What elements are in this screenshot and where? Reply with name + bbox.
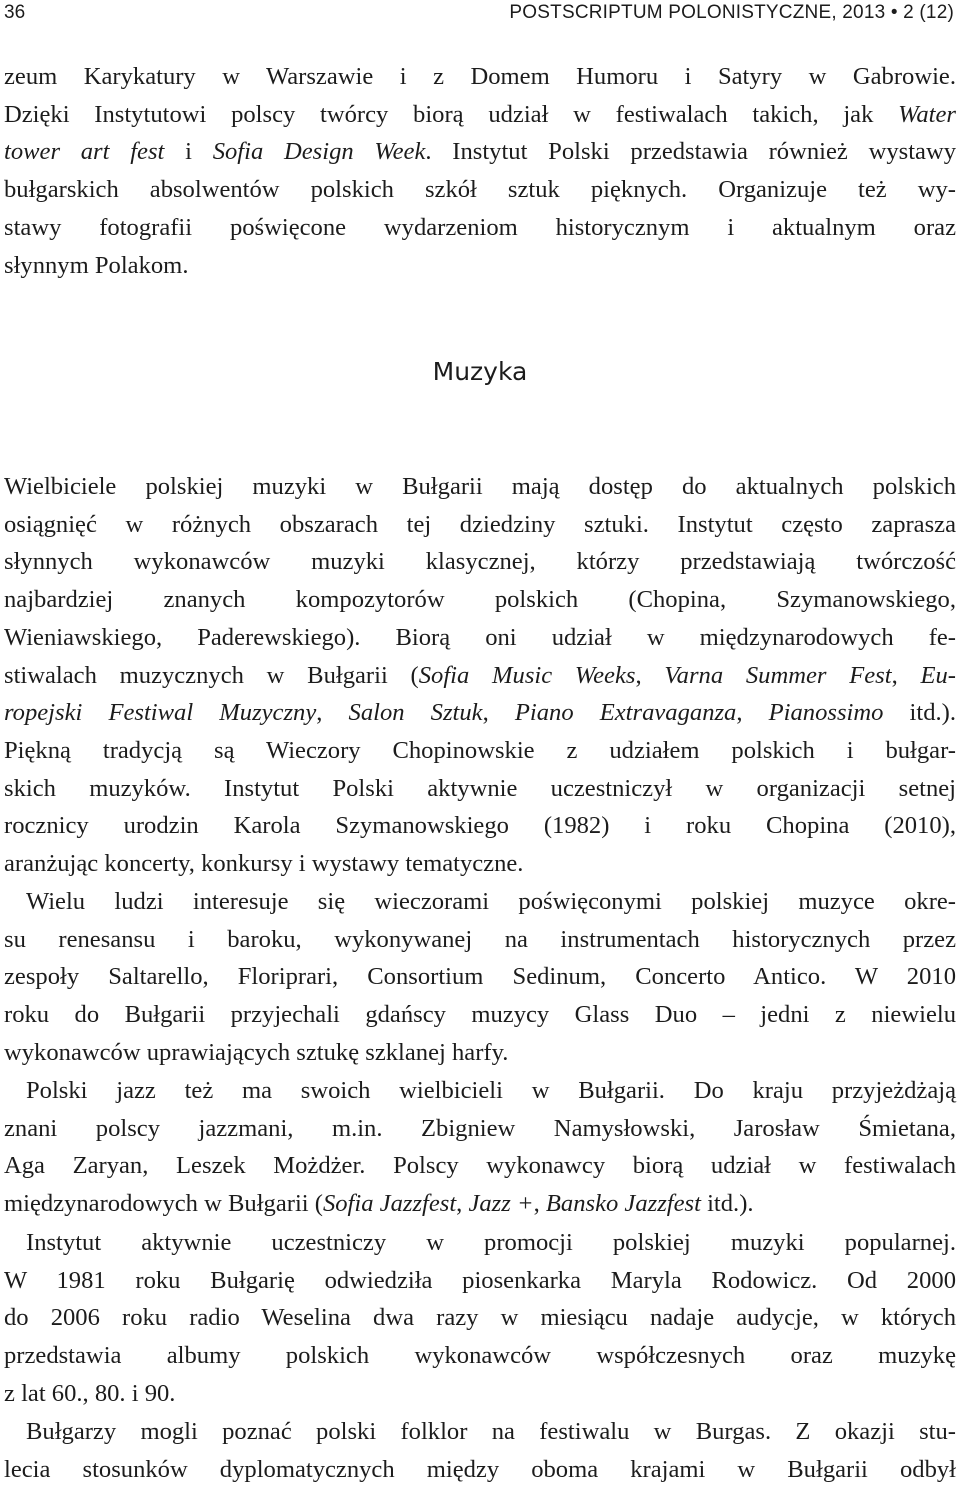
italic-title: Sofia Design Week [212, 138, 426, 166]
text-line [4, 96, 956, 134]
text-run: , [635, 661, 665, 689]
text-line [4, 209, 956, 247]
text-line [4, 1337, 956, 1375]
text-run: słynnych wykonawców muzyki klasycznej, którzy przedstawiają twórczość [4, 548, 956, 576]
text-run: Instytut aktywnie uczestniczy w promocji polskiej muzyki popularnej. [26, 1229, 956, 1256]
text-run: . Instytut Polski przedstawia również wystawy [425, 138, 956, 166]
text-line [4, 732, 956, 770]
text-run: Wielu ludzi interesuje się wieczorami poświęconymi polskiej muzyce okre- [26, 888, 956, 915]
paragraph-5 [4, 1224, 956, 1413]
text-line [4, 1299, 956, 1337]
text-line [4, 958, 956, 996]
text-run: najbardziej znanych kompozytorów polskich (Chopina, Szymanowskiego, [4, 586, 956, 614]
italic-title: Bansko Jazzfest [545, 1190, 701, 1218]
text-run: stawy fotografii poświęcone wydarzeniom historycznym i aktualnym oraz [4, 213, 956, 241]
text-run: zeum Karykatury w Warszawie i z Domem Humoru i Satyry w Gabrowie. [4, 63, 956, 90]
text-line [4, 247, 956, 285]
paragraph [4, 1413, 956, 1488]
paragraph-3 [4, 883, 956, 1072]
paragraph [4, 1072, 956, 1223]
text-line [4, 1147, 956, 1185]
text-line [4, 1262, 956, 1300]
text-line [4, 543, 956, 581]
text-run: do 2006 roku radio Weselina dwa razy w miesiącu nadaje audycje, w których [4, 1304, 956, 1332]
text-run: Aga Zaryan, Leszek Możdżer. Polscy wykonawcy biorą udział w festiwalach [4, 1152, 956, 1180]
text-line [4, 770, 956, 808]
text-line [4, 468, 956, 506]
italic-title: Pianossimo [768, 699, 884, 727]
text-run: Bułgarzy mogli poznać polski folklor na festiwalu w Burgas. Z okazji stu- [26, 1418, 956, 1445]
italic-title: Salon Sztuk [348, 699, 483, 727]
text-run: zespoły Saltarello, Floriprari, Consortium Sedinum, Concerto Antico. W 2010 [4, 963, 956, 991]
text-line [4, 996, 956, 1034]
text-run: Wieniawskiego, Paderewskiego). Biorą oni udział w międzynarodowych fe- [4, 623, 956, 651]
paragraph [4, 883, 956, 1072]
text-line [4, 1072, 956, 1110]
text-line [4, 1034, 956, 1072]
text-run: roku do Bułgarii przyjechali gdańscy muzycy Glass Duo – jedni z niewielu [4, 1001, 956, 1029]
text-line [4, 581, 956, 619]
text-run: itd.). [883, 699, 956, 727]
journal-title: POSTSCRIPTUM POLONISTYCZNE, 2013 • 2 (12) [509, 2, 954, 23]
italic-title: Sofia Music Weeks [418, 661, 636, 689]
text-run: , [533, 1190, 546, 1218]
italic-title: ropejski Festiwal Muzyczny [4, 699, 317, 727]
italic-title: Eu- [920, 661, 956, 689]
text-run: su renesansu i baroku, wykonywanej na instrumentach historycznych przez [4, 925, 956, 953]
text-line [4, 171, 956, 209]
italic-title: Sofia Jazzfest [322, 1190, 457, 1218]
text-line [4, 657, 956, 695]
paragraph-1 [4, 58, 956, 284]
text-run: międzynarodowych w Bułgarii ( [4, 1190, 323, 1218]
paragraph [4, 468, 956, 883]
text-run: i [164, 138, 213, 166]
text-line [4, 1451, 956, 1489]
text-line [4, 506, 956, 544]
text-run: lecia stosunków dyplomatycznych między oboma krajami w Bułgarii odbył [4, 1455, 956, 1483]
section-heading: Muzyka [432, 357, 528, 386]
text-run: słynnym Polakom. [4, 251, 189, 279]
paragraph-2 [4, 468, 956, 883]
text-run: , [482, 699, 515, 727]
running-header [4, 2, 954, 28]
text-run: , [891, 661, 921, 689]
paragraph-4 [4, 1072, 956, 1223]
paragraph [4, 1224, 956, 1413]
text-line [4, 619, 956, 657]
paragraph [4, 58, 956, 284]
text-run: itd.). [700, 1190, 754, 1218]
text-run: stiwalach muzycznych w Bułgarii ( [4, 661, 419, 689]
text-line [4, 1110, 956, 1148]
text-line [4, 845, 956, 883]
paragraph-6 [4, 1413, 956, 1488]
text-line [4, 921, 956, 959]
text-run: skich muzyków. Instytut Polski aktywnie uczestniczył w organizacji setnej [4, 774, 956, 802]
text-line [4, 807, 956, 845]
text-run: znani polscy jazzmani, m.in. Zbigniew Namysłowski, Jarosław Śmietana, [4, 1114, 956, 1142]
text-line [4, 1185, 956, 1223]
text-run: aranżując koncerty, konkursy i wystawy tematyczne. [4, 850, 524, 878]
text-run: Wielbiciele polskiej muzyki w Bułgarii mają dostęp do aktualnych polskich [4, 473, 956, 500]
text-line [4, 1224, 956, 1262]
text-line [4, 694, 956, 732]
text-line [4, 883, 956, 921]
text-run: wykonawców uprawiających sztukę szklanej harfy. [4, 1038, 509, 1066]
text-line [4, 1375, 956, 1413]
text-run: W 1981 roku Bułgarię odwiedziła piosenkarka Maryla Rodowicz. Od 2000 [4, 1266, 956, 1294]
italic-title: Varna Summer Fest [664, 661, 892, 689]
text-run: rocznicy urodzin Karola Szymanowskiego (1982) i roku Chopina (2010), [4, 812, 956, 840]
text-run: Polski jazz też ma swoich wielbicieli w Bułgarii. Do kraju przyjeżdżają [26, 1077, 956, 1104]
text-run: , [316, 699, 349, 727]
italic-title: Piano Extravaganza [514, 699, 737, 727]
text-line [4, 58, 956, 96]
text-run: , [456, 1190, 469, 1218]
italic-title: Water [898, 100, 956, 128]
text-run: przedstawia albumy polskich wykonawców współczesnych oraz muzykę [4, 1342, 956, 1370]
text-run: z lat 60., 80. i 90. [4, 1379, 176, 1407]
text-line [4, 1413, 956, 1451]
italic-title: tower art fest [4, 138, 165, 166]
text-run: Piękną tradycją są Wieczory Chopinowskie z udziałem polskich i bułgar- [4, 736, 956, 764]
italic-title: Jazz + [468, 1190, 534, 1218]
text-run: osiągnięć w różnych obszarach tej dziedziny sztuki. Instytut często zaprasza [4, 510, 956, 538]
text-run: bułgarskich absolwentów polskich szkół sztuk pięknych. Organizuje też wy- [4, 176, 956, 204]
text-run: Dzięki Instytutowi polscy twórcy biorą udział w festiwalach takich, jak [4, 100, 899, 128]
text-run: , [736, 699, 769, 727]
text-line [4, 133, 956, 171]
page-number: 36 [4, 2, 26, 23]
